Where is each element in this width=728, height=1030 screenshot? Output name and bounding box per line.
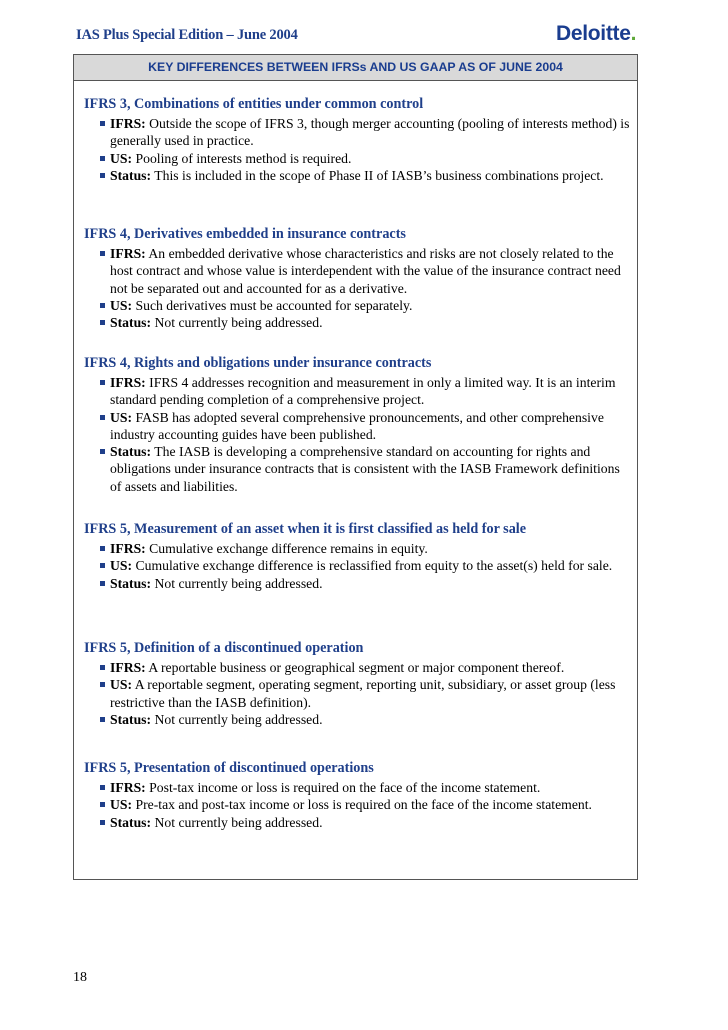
item-text: Cumulative exchange difference is reclassified from equity to the asset(s) held for sale.: [135, 558, 613, 574]
bullet-list: [84, 540, 631, 592]
square-bullet-icon: [100, 380, 105, 385]
section-ifrs5-definition: [84, 639, 631, 728]
item-text: Not currently being addressed.: [154, 315, 323, 331]
list-item: [84, 245, 631, 297]
item-text: Post-tax income or loss is required on the face of the income statement.: [149, 780, 541, 795]
bullet-list: [84, 245, 631, 331]
square-bullet-icon: [100, 546, 105, 551]
header-title: IAS Plus Special Edition – June 2004: [76, 27, 298, 43]
square-bullet-icon: [100, 173, 105, 178]
item-text: Not currently being addressed.: [154, 711, 323, 727]
item-text: An embedded derivative whose characteristics and risks are not closely related to the host contract and whose value is interdependent with the value of the insurance contract need not be separated out and accounted for as a derivative.: [110, 246, 621, 296]
square-bullet-icon: [100, 156, 105, 161]
item-text: A reportable business or geographical segment or major component thereof.: [148, 660, 565, 675]
item-label: US:: [110, 409, 133, 425]
section-title: IFRS 5, Definition of a discontinued operation: [84, 640, 364, 656]
square-bullet-icon: [100, 682, 105, 687]
item-label: US:: [110, 797, 133, 813]
square-bullet-icon: [100, 121, 105, 126]
section-title: IFRS 5, Measurement of an asset when it is first classified as held for sale: [84, 521, 527, 537]
item-label: IFRS:: [110, 375, 146, 390]
list-item: [84, 374, 631, 409]
section-ifrs4-rights-obligations: [84, 354, 631, 495]
item-label: Status:: [110, 575, 152, 591]
page-number: 18: [73, 970, 87, 985]
item-text: Pre-tax and post-tax income or loss is required on the face of the income statement.: [135, 797, 592, 813]
deloitte-logo: [556, 22, 636, 46]
square-bullet-icon: [100, 563, 105, 568]
list-item: [84, 711, 631, 728]
item-label: Status:: [110, 444, 152, 460]
item-text: Such derivatives must be accounted for separately.: [135, 297, 413, 313]
item-label: IFRS:: [110, 116, 146, 131]
list-item: [84, 557, 631, 574]
item-label: IFRS:: [110, 246, 146, 261]
section-title: IFRS 5, Presentation of discontinued operations: [84, 760, 374, 776]
logo-dot: .: [630, 22, 637, 45]
logo-text: Deloitte: [556, 22, 631, 45]
section-title: IFRS 4, Derivatives embedded in insurance contracts: [84, 226, 406, 242]
item-label: IFRS:: [110, 541, 146, 556]
differences-box: [73, 54, 638, 880]
item-text: A reportable segment, operating segment, reporting unit, subsidiary, or asset group (less restrictive than the IASB definition).: [110, 677, 616, 710]
list-item: [84, 115, 631, 150]
square-bullet-icon: [100, 303, 105, 308]
item-label: US:: [110, 677, 133, 693]
item-text: IFRS 4 addresses recognition and measurement in only a limited way. It is an interim standard pending completion of a comprehensive project.: [110, 375, 616, 408]
list-item: [84, 540, 631, 557]
item-label: Status:: [110, 814, 152, 830]
section-ifrs3-common-control: [84, 95, 631, 184]
item-label: IFRS:: [110, 660, 146, 675]
list-item: [84, 779, 631, 796]
section-title: IFRS 3, Combinations of entities under common control: [84, 96, 424, 112]
bullet-list: [84, 374, 631, 495]
square-bullet-icon: [100, 717, 105, 722]
item-text: Outside the scope of IFRS 3, though merger accounting (pooling of interests method) is generally used in practice.: [110, 116, 630, 149]
square-bullet-icon: [100, 449, 105, 454]
item-text: This is included in the scope of Phase II of IASB’s business combinations project.: [154, 167, 604, 183]
section-ifrs5-presentation: [84, 759, 631, 831]
list-item: [84, 575, 631, 592]
box-title: KEY DIFFERENCES BETWEEN IFRSs AND US GAAP AS OF JUNE 2004: [74, 55, 637, 81]
list-item: [84, 314, 631, 331]
item-text: Not currently being addressed.: [154, 814, 323, 830]
list-item: [84, 443, 631, 495]
square-bullet-icon: [100, 665, 105, 670]
square-bullet-icon: [100, 320, 105, 325]
item-label: US:: [110, 150, 133, 166]
square-bullet-icon: [100, 415, 105, 420]
list-item: [84, 676, 631, 711]
item-label: Status:: [110, 167, 152, 183]
list-item: [84, 659, 631, 676]
square-bullet-icon: [100, 251, 105, 256]
list-item: [84, 297, 631, 314]
item-label: US:: [110, 558, 133, 574]
section-ifrs4-embedded-derivatives: [84, 225, 631, 331]
list-item: [84, 409, 631, 444]
section-title: IFRS 4, Rights and obligations under insurance contracts: [84, 355, 432, 371]
item-label: US:: [110, 297, 133, 313]
item-text: Cumulative exchange difference remains in equity.: [149, 541, 428, 556]
item-label: IFRS:: [110, 780, 146, 795]
bullet-list: [84, 659, 631, 728]
square-bullet-icon: [100, 581, 105, 586]
square-bullet-icon: [100, 820, 105, 825]
list-item: [84, 167, 631, 184]
list-item: [84, 150, 631, 167]
item-text: FASB has adopted several comprehensive pronouncements, and other comprehensive industry accounting guides have been published.: [110, 409, 604, 442]
bullet-list: [84, 115, 631, 184]
bullet-list: [84, 779, 631, 831]
list-item: [84, 796, 631, 813]
item-text: The IASB is developing a comprehensive standard on accounting for rights and obligations under insurance contracts that is consistent with the IASB Framework definitions of assets and liabilities.: [110, 444, 620, 494]
item-label: Status:: [110, 711, 152, 727]
square-bullet-icon: [100, 802, 105, 807]
item-text: Pooling of interests method is required.: [135, 150, 352, 166]
item-label: Status:: [110, 315, 152, 331]
item-text: Not currently being addressed.: [154, 575, 323, 591]
square-bullet-icon: [100, 785, 105, 790]
list-item: [84, 814, 631, 831]
section-ifrs5-measurement: [84, 520, 631, 592]
